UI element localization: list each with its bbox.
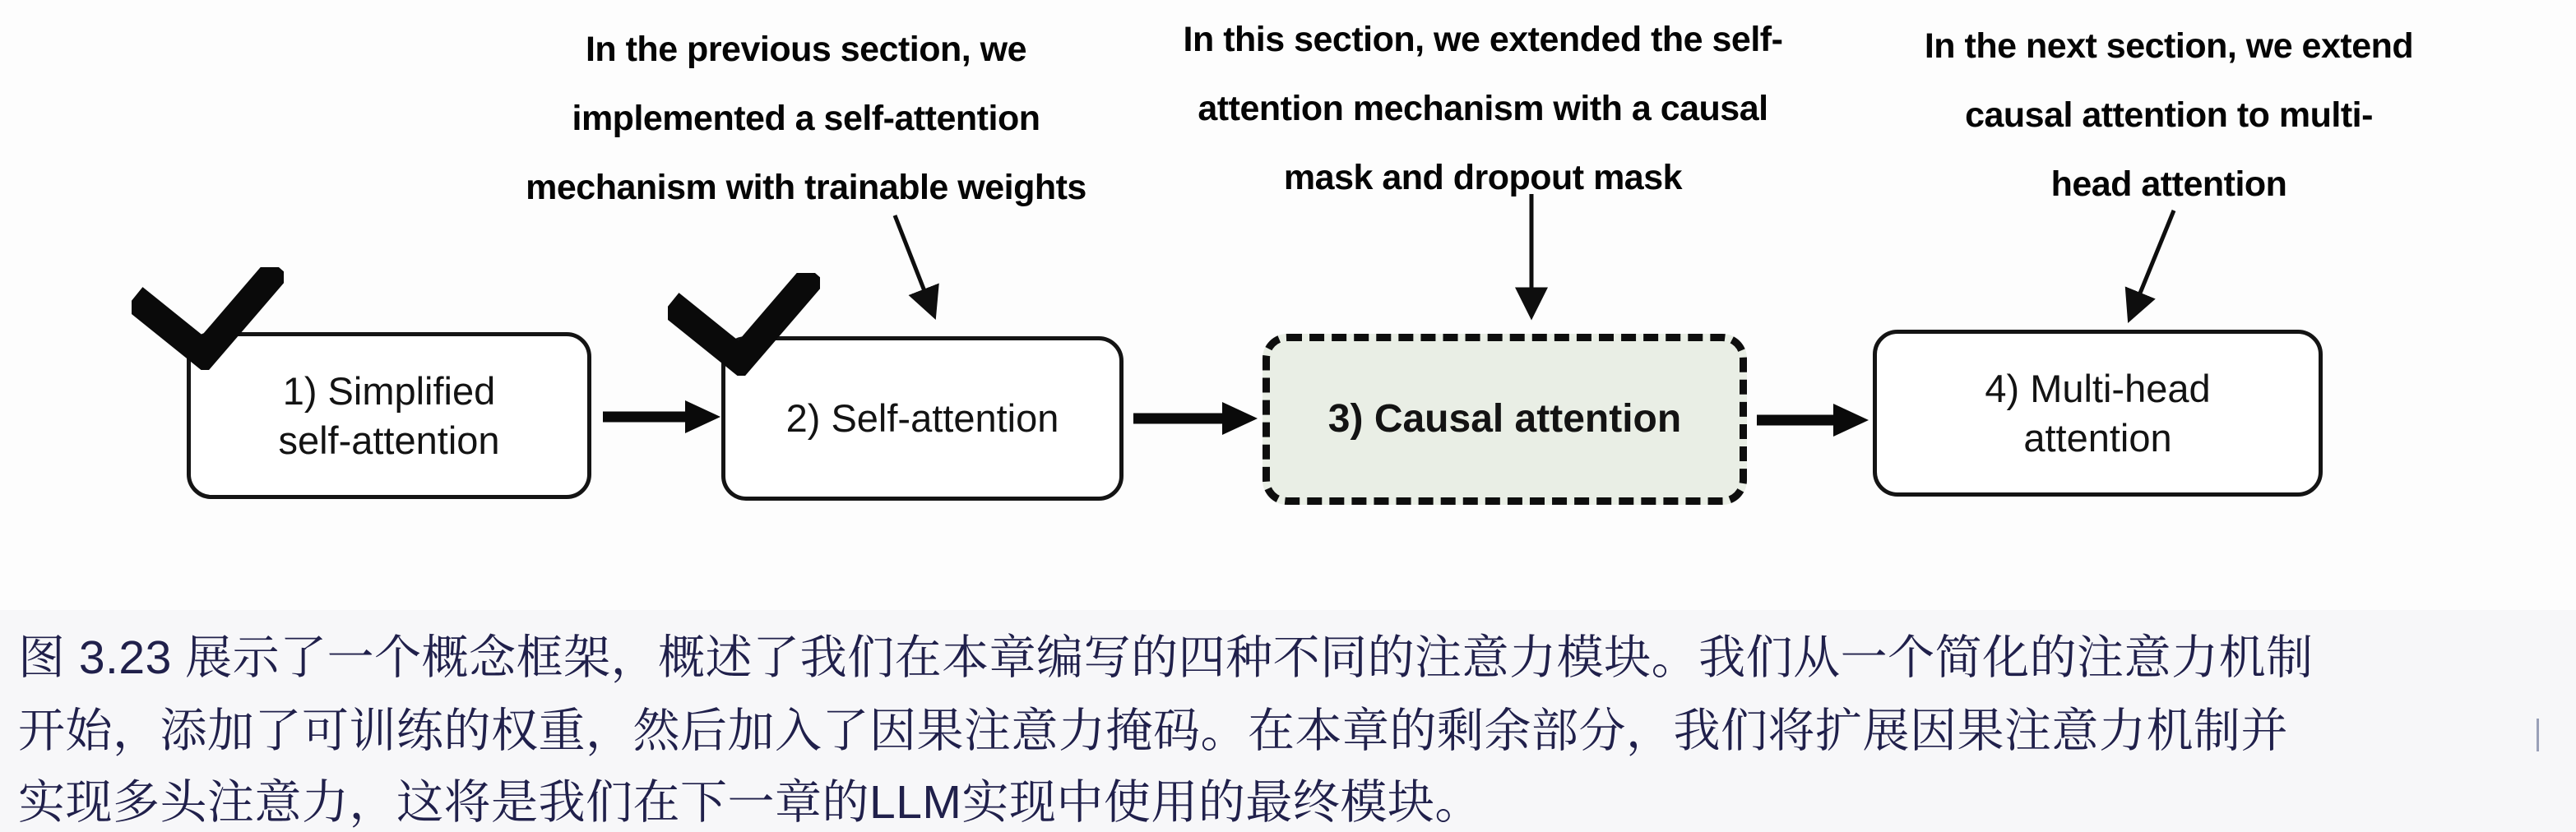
flow-arrow-3-to-4 [1754,402,1871,438]
annotation-line: head attention [2050,164,2287,204]
text-cursor [2537,719,2539,751]
box-label: 3) Causal attention [1327,397,1682,441]
annotation-line: In this section, we extended the self- [1183,20,1783,59]
flow-arrow-1-to-2 [600,399,723,435]
figure-caption [0,610,2576,832]
box-simplified-self-attention [187,332,591,499]
box-label: 1) Simplified self-attention [278,368,500,462]
box-causal-attention [1263,334,1747,505]
annotation-previous-section [465,15,1147,222]
caption-line: 图 3.23 展示了一个概念框架，概述了我们在本章编写的四种不同的注意力模块。我们从一个简化的注意力机制 [18,631,2314,684]
box-self-attention [721,336,1124,501]
flow-arrow-2-to-3 [1130,400,1260,437]
annotation-arrow-to-multi-head [2106,204,2188,334]
annotation-line: mechanism with trainable weights [526,168,1086,207]
annotation-line: implemented a self-attention [572,99,1040,138]
annotation-next-section [1836,12,2502,219]
annotation-line: In the previous section, we [585,30,1027,69]
annotation-line: attention mechanism with a causal [1198,89,1768,128]
box-label: 2) Self-attention [785,396,1059,440]
box-multi-head-attention [1873,330,2323,497]
box-label: 4) Multi-head attention [1985,366,2211,460]
annotation-arrow-to-self-attention [884,210,958,337]
annotation-line: In the next section, we extend [1924,26,2414,66]
annotation-this-section [1142,5,1824,212]
annotation-line: mask and dropout mask [1283,158,1683,197]
annotation-arrow-to-causal-attention [1509,189,1554,330]
caption-line: 实现多头注意力，这将是我们在下一章的LLM实现中使用的最终模块。 [18,776,1482,829]
caption-line: 开始，添加了可训练的权重，然后加入了因果注意力掩码。在本章的剩余部分，我们将扩展因果注意力机制并 [18,705,2288,757]
annotation-line: causal attention to multi- [1965,95,2373,135]
